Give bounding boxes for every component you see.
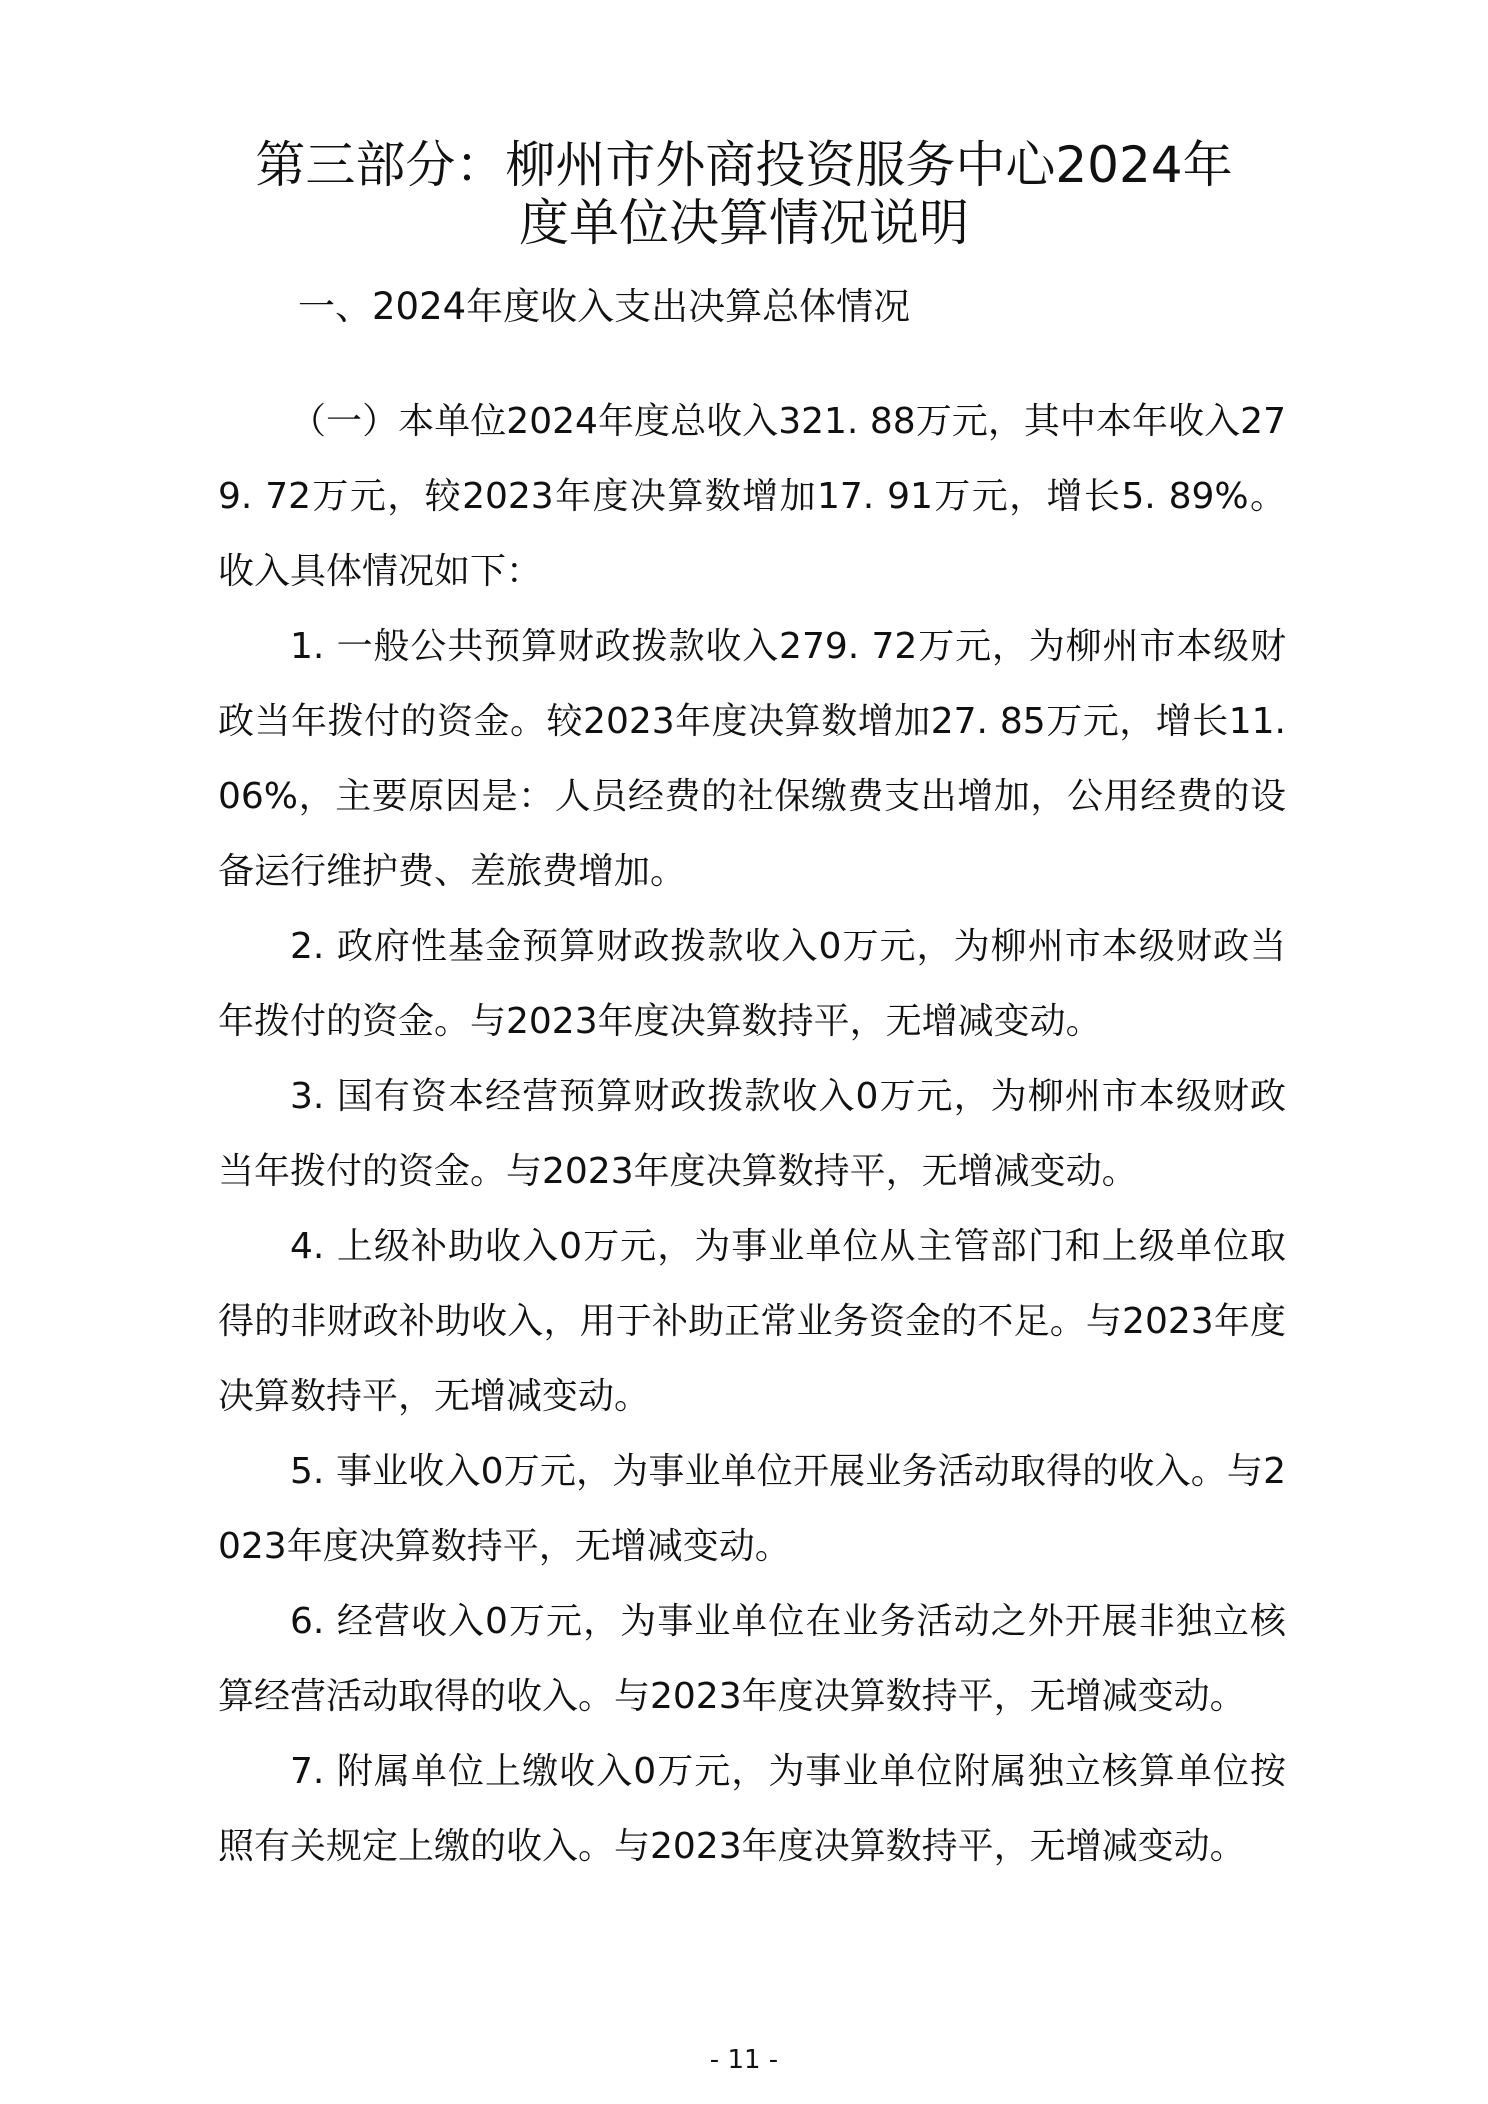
paragraph-total-income: （一）本单位2024年度总收入321. 88万元，其中本年收入279. 72万元，较2023年度决算数增加17. 91万元，增长5. 89%。收入具体情况如下：: [218, 401, 1286, 592]
paragraph-superior-subsidy: 4. 上级补助收入0万元，为事业单位从主管部门和上级单位取得的非财政补助收入，用于补助正常业务资金的不足。与2023年度决算数持平，无增减变动。: [218, 1226, 1286, 1417]
section-heading: 一、2024年度收入支出决算总体情况: [298, 285, 911, 328]
paragraph-affiliated-income: 7. 附属单位上缴收入0万元，为事业单位附属独立核算单位按照有关规定上缴的收入。与2023年度决算数持平，无增减变动。: [218, 1751, 1286, 1867]
paragraph-general-budget: 1. 一般公共预算财政拨款收入279. 72万元，为柳州市本级财政当年拨付的资金。较2023年度决算数增加27. 85万元，增长11. 06%，主要原因是：人员经费的社保缴费支出增加，公用经费的设备运行维护费、差旅费增加。: [218, 626, 1286, 892]
page-number: - 11 -: [709, 2045, 779, 2075]
paragraph-government-fund: 2. 政府性基金预算财政拨款收入0万元，为柳州市本级财政当年拨付的资金。与2023年度决算数持平，无增减变动。: [218, 926, 1286, 1042]
paragraph-state-capital: 3. 国有资本经营预算财政拨款收入0万元，为柳州市本级财政当年拨付的资金。与2023年度决算数持平，无增减变动。: [218, 1076, 1286, 1192]
paragraph-operating-income: 6. 经营收入0万元，为事业单位在业务活动之外开展非独立核算经营活动取得的收入。与2023年度决算数持平，无增减变动。: [218, 1601, 1286, 1717]
paragraph-business-income: 5. 事业收入0万元，为事业单位开展业务活动取得的收入。与2023年度决算数持平，无增减变动。: [218, 1451, 1286, 1567]
document-title-line-2: 度单位决算情况说明: [519, 193, 969, 252]
document-title: [150, 136, 1338, 252]
document-title-line-1: 第三部分：柳州市外商投资服务中心2024年: [255, 135, 1233, 194]
document-body: [218, 384, 1286, 1884]
